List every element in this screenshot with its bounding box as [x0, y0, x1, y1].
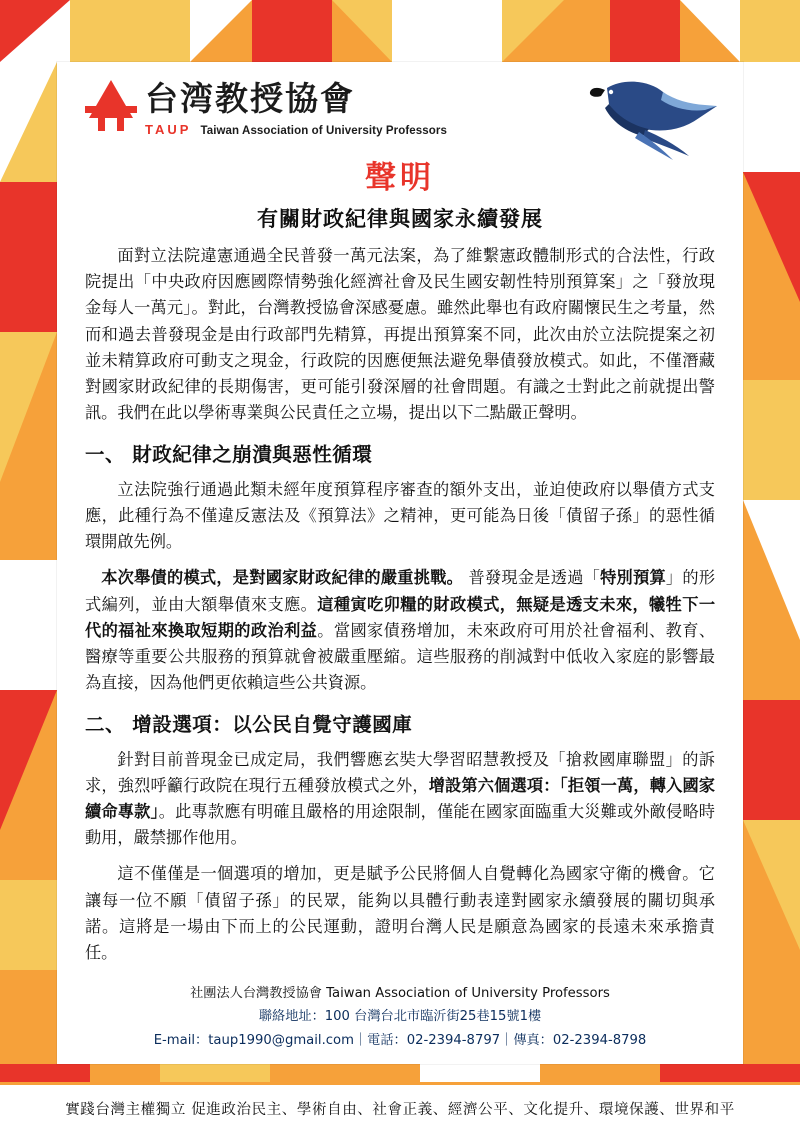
deco-shape	[392, 0, 502, 62]
deco-shape	[190, 0, 252, 62]
logo-chinese-name: 台湾教授協會	[145, 79, 355, 118]
page-subtitle: 有關財政紀律與國家永續發展	[257, 206, 543, 231]
blue-magpie-icon	[589, 76, 719, 162]
section-1-heading: 一、 財政紀律之崩潰與惡性循環	[85, 442, 373, 466]
s2-p1-text-b: 。此專款應有明確且嚴格的用途限制，僅能在國家面臨重大災難或外敵侵略時動用，嚴禁挪作他用。	[85, 801, 715, 848]
logo-english-name: Taiwan Association of University Professors	[200, 124, 447, 137]
s2-p1-text-a: 針對目前普現金已成定局，我們響應玄奘大學習昭慧教授及「搶救國庫聯盟」的訴求，強烈呼籲行政院在現行五種發放模式之外，	[85, 749, 715, 795]
s1-p2-bold-a: 本次舉債的模式，是對國家財政紀律的嚴重挑戰。	[101, 568, 464, 588]
footer-organization: 社團法人台灣教授協會 Taiwan Association of University Professors	[190, 986, 610, 1002]
footer-phone: 電話：02-2394-8797	[367, 1032, 501, 1048]
s1-p2-text-c: 。當國家債務增加，未來政府可用於社會福利、教育、醫療等重要公共服務的預算就會被嚴重壓縮。這些服務的削減對中低收入家庭的影響最為直接，因為他們更依賴這些公共資源。	[85, 620, 716, 693]
deco-shape	[0, 560, 57, 690]
section-2-paragraph-1	[85, 747, 715, 852]
section-2-paragraph-2: 這不僅僅是一個選項的增加，更是賦予公民將個人自覺轉化為國家守衛的機會。它讓每一位不願「債留子孫」的民眾，能夠以具體行動表達對國家永續發展的關切與承諾。這將是一場由下而上的公民運動，證明台灣人民是願意為國家的長遠未來承擔責任。	[85, 864, 715, 963]
deco-shape	[610, 0, 680, 62]
section-1-paragraph-2	[85, 565, 715, 696]
deco-shape	[743, 380, 800, 500]
deco-shape	[502, 0, 564, 62]
deco-shape	[0, 62, 57, 182]
deco-shape	[70, 0, 190, 62]
s1-p2-bold-c: 這種寅吃卯糧的財政模式，無疑是透支未來，犧牲下一代的福祉來換取短期的政治利益	[85, 594, 716, 640]
s1-p2-text-a: 普發現金是透過「	[463, 568, 601, 588]
deco-shape	[332, 0, 392, 62]
s1-p2-text-b: 」的形式編列，並由大額舉債來支應。	[85, 568, 716, 614]
footer-email-value[interactable]: taup1990@gmail.com	[208, 1032, 354, 1048]
deco-shape	[743, 820, 800, 950]
intro-paragraph: 面對立法院違憲通過全民普發一萬元法案，為了維繫憲政體制形式的合法性，行政院提出「中央政府因應國際情勢強化經濟社會及民生國安韌性特別預算案」之「發放現金每人一萬元」。對此，台灣教授協會深感憂慮。雖然此舉也有政府關懷民生之考量，然而和過去普發現金是由行政部門先精算，再提出預算案不同，此次由於立法院提案之初並未精算政府可動支之現金，行政院的因應便無法避免舉債發放模式。如此，不僅潛藏對國家財政紀律的長期傷害，更可能引發深層的社會問題。有識之士對此之前就提出警訊。我們在此以學術專業與公民責任之立場，提出以下二點嚴正聲明。	[85, 246, 715, 423]
footer-fax: 傳真：02-2394-8798	[513, 1032, 647, 1048]
footer-address: 聯絡地址：100 台灣台北市臨沂街25巷15號1樓	[258, 1009, 542, 1025]
logo-abbreviation: TAUP	[145, 121, 192, 137]
deco-shape	[740, 0, 800, 62]
deco-shape	[0, 182, 57, 332]
section-1-paragraph-1: 立法院強行通過此類未經年度預算程序審查的額外支出，並迫使政府以舉債方式支應，此種行為不僅違反憲法及《預算法》之精神，更可能為日後「債留子孫」的惡性循環開啟先例。	[85, 479, 715, 552]
deco-shape	[743, 172, 800, 302]
deco-shape	[252, 0, 332, 62]
deco-shape	[743, 500, 800, 640]
s1-p2-bold-b: 特別預算	[600, 568, 666, 588]
footer-separator: ｜	[500, 1032, 514, 1048]
deco-shape	[0, 332, 57, 482]
deco-shape	[743, 62, 800, 172]
deco-shape	[743, 700, 800, 820]
footer-contact-line	[85, 1029, 715, 1052]
document-header	[85, 80, 715, 158]
deco-shape	[680, 0, 740, 62]
deco-shape	[0, 880, 57, 970]
slogan-bar: 實踐台灣主權獨立 促進政治民主、學術自由、社會正義、經濟公平、文化提升、環境保護、世界和平	[0, 1082, 800, 1131]
footer-separator: ｜	[353, 1032, 368, 1048]
deco-shape	[0, 0, 70, 62]
page-title: 聲明	[365, 160, 435, 196]
footer-email-label: E-mail：	[153, 1032, 209, 1048]
s2-p1-bold-a: 增設第六個選項：「拒領一萬，轉入國家續命專款」	[85, 775, 715, 821]
deco-shape	[0, 690, 57, 830]
taup-mark-icon	[85, 80, 137, 134]
statement-document	[57, 62, 743, 1064]
section-2-heading: 二、 增設選項：以公民自覺守護國庫	[85, 712, 413, 736]
document-footer	[85, 982, 715, 1051]
